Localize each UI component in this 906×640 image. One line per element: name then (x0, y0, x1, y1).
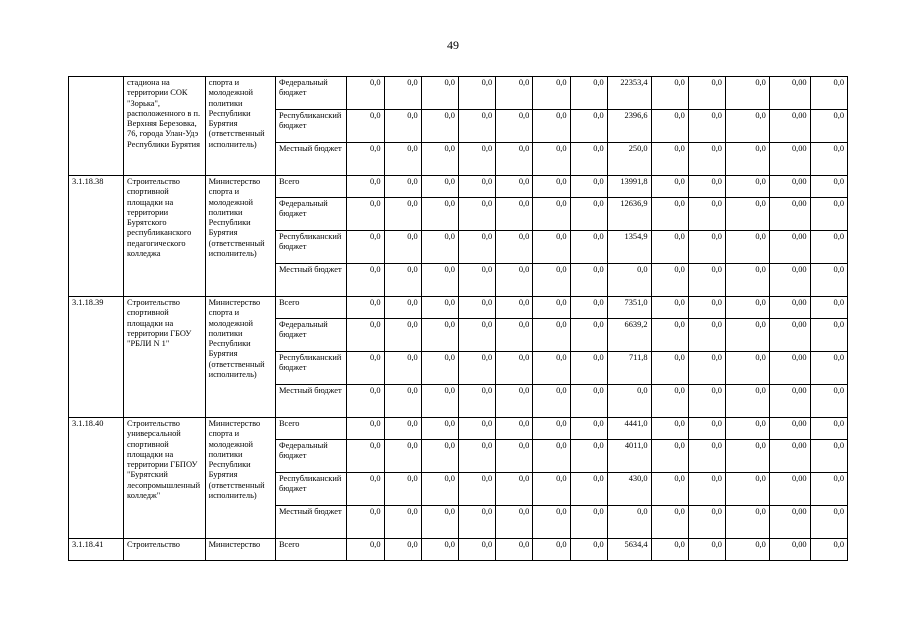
amount-cell: 0,0 (347, 77, 384, 110)
amount-cell: 0,0 (533, 198, 570, 231)
amount-cell: 0,0 (458, 440, 495, 473)
amount-cell: 0,0 (810, 440, 847, 473)
amount-cell: 0,0 (688, 198, 725, 231)
funding-source: Республиканский бюджет (275, 473, 346, 506)
amount-cell: 0,0 (725, 319, 769, 352)
amount-cell: 0,0 (384, 319, 421, 352)
amount-cell: 0,0 (496, 176, 533, 198)
amount-cell: 0,0 (570, 385, 607, 418)
amount-cell: 0,0 (496, 473, 533, 506)
amount-cell: 0,0 (421, 319, 458, 352)
amount-cell: 0,0 (688, 473, 725, 506)
amount-cell: 0,0 (347, 264, 384, 297)
amount-cell: 0,0 (533, 77, 570, 110)
amount-cell: 0,00 (769, 110, 810, 143)
amount-cell: 0,0 (421, 176, 458, 198)
amount-cell: 0,0 (725, 143, 769, 176)
amount-cell: 0,0 (688, 176, 725, 198)
amount-cell: 0,0 (384, 198, 421, 231)
funding-source: Республиканский бюджет (275, 110, 346, 143)
funding-source: Местный бюджет (275, 385, 346, 418)
amount-cell: 22353,4 (607, 77, 651, 110)
amount-cell: 0,0 (570, 418, 607, 440)
amount-cell: 0,0 (384, 418, 421, 440)
amount-cell: 0,0 (725, 176, 769, 198)
amount-cell: 0,0 (496, 319, 533, 352)
amount-cell: 0,0 (607, 264, 651, 297)
amount-cell: 1354,9 (607, 231, 651, 264)
amount-cell: 0,0 (347, 231, 384, 264)
amount-cell: 0,0 (496, 297, 533, 319)
amount-cell: 0,0 (347, 297, 384, 319)
amount-cell: 0,0 (688, 539, 725, 561)
amount-cell: 0,0 (810, 264, 847, 297)
amount-cell: 0,0 (651, 418, 688, 440)
item-code: 3.1.18.39 (69, 297, 124, 418)
amount-cell: 0,0 (570, 352, 607, 385)
amount-cell: 0,0 (725, 231, 769, 264)
amount-cell: 0,0 (651, 264, 688, 297)
amount-cell: 0,0 (458, 539, 495, 561)
amount-cell: 0,0 (458, 473, 495, 506)
amount-cell: 0,0 (458, 143, 495, 176)
funding-source: Всего (275, 297, 346, 319)
amount-cell: 0,0 (725, 264, 769, 297)
amount-cell: 0,0 (570, 143, 607, 176)
amount-cell: 0,00 (769, 297, 810, 319)
amount-cell: 0,0 (688, 418, 725, 440)
amount-cell: 0,0 (458, 231, 495, 264)
amount-cell: 0,0 (347, 198, 384, 231)
amount-cell: 0,0 (688, 264, 725, 297)
amount-cell: 0,0 (384, 539, 421, 561)
amount-cell: 0,00 (769, 418, 810, 440)
amount-cell: 0,0 (651, 198, 688, 231)
amount-cell: 0,0 (458, 176, 495, 198)
table-row (69, 297, 848, 319)
amount-cell: 0,0 (533, 176, 570, 198)
funding-source: Федеральный бюджет (275, 440, 346, 473)
amount-cell: 0,0 (421, 539, 458, 561)
amount-cell: 0,0 (421, 418, 458, 440)
amount-cell: 0,0 (570, 176, 607, 198)
amount-cell: 0,0 (688, 385, 725, 418)
table-row (69, 77, 848, 110)
amount-cell: 0,0 (533, 231, 570, 264)
amount-cell: 0,0 (533, 473, 570, 506)
funding-source: Федеральный бюджет (275, 319, 346, 352)
amount-cell: 0,0 (384, 176, 421, 198)
amount-cell: 0,00 (769, 198, 810, 231)
amount-cell: 0,0 (651, 352, 688, 385)
amount-cell: 0,0 (384, 77, 421, 110)
amount-cell: 0,0 (421, 198, 458, 231)
amount-cell: 0,0 (688, 297, 725, 319)
amount-cell: 0,0 (347, 319, 384, 352)
table-row (69, 176, 848, 198)
amount-cell: 0,0 (688, 352, 725, 385)
amount-cell: 0,0 (651, 539, 688, 561)
amount-cell: 7351,0 (607, 297, 651, 319)
amount-cell: 0,0 (458, 418, 495, 440)
amount-cell: 0,0 (458, 319, 495, 352)
amount-cell: 0,0 (688, 506, 725, 539)
amount-cell: 0,0 (496, 539, 533, 561)
amount-cell: 0,0 (533, 264, 570, 297)
item-executor: Министерство (205, 539, 275, 561)
amount-cell: 0,0 (688, 231, 725, 264)
amount-cell: 0,0 (384, 385, 421, 418)
amount-cell: 0,00 (769, 319, 810, 352)
amount-cell: 0,0 (533, 352, 570, 385)
amount-cell: 0,0 (421, 352, 458, 385)
item-name: Строительство спортивной площадки на территории Бурятского республиканского педагогического колледжа (124, 176, 206, 297)
amount-cell: 0,0 (384, 506, 421, 539)
amount-cell: 0,0 (347, 418, 384, 440)
amount-cell: 0,00 (769, 385, 810, 418)
page-number: 49 (447, 38, 459, 52)
funding-source: Федеральный бюджет (275, 198, 346, 231)
amount-cell: 0,0 (725, 110, 769, 143)
amount-cell: 0,00 (769, 143, 810, 176)
amount-cell: 0,0 (384, 473, 421, 506)
amount-cell: 0,0 (384, 143, 421, 176)
amount-cell: 0,0 (651, 319, 688, 352)
amount-cell: 0,0 (458, 198, 495, 231)
table-row (69, 418, 848, 440)
amount-cell: 0,0 (496, 440, 533, 473)
amount-cell: 711,8 (607, 352, 651, 385)
amount-cell: 0,0 (421, 506, 458, 539)
amount-cell: 0,0 (496, 418, 533, 440)
amount-cell: 0,0 (810, 473, 847, 506)
amount-cell: 0,0 (496, 110, 533, 143)
amount-cell: 0,0 (651, 176, 688, 198)
item-executor: Министерство спорта и молодежной политики Республики Бурятия (ответственный исполнитель) (205, 418, 275, 539)
amount-cell: 0,0 (533, 418, 570, 440)
amount-cell: 0,0 (570, 506, 607, 539)
amount-cell: 0,0 (384, 264, 421, 297)
budget-table (68, 76, 848, 561)
amount-cell: 0,0 (810, 77, 847, 110)
amount-cell: 0,0 (458, 385, 495, 418)
amount-cell: 0,0 (421, 473, 458, 506)
item-executor: Министерство спорта и молодежной политики Республики Бурятия (ответственный исполнитель) (205, 297, 275, 418)
item-code: 3.1.18.41 (69, 539, 124, 561)
amount-cell: 0,0 (347, 176, 384, 198)
amount-cell: 0,00 (769, 264, 810, 297)
amount-cell: 0,00 (769, 506, 810, 539)
amount-cell: 0,0 (651, 110, 688, 143)
funding-source: Республиканский бюджет (275, 231, 346, 264)
amount-cell: 0,0 (384, 297, 421, 319)
amount-cell: 4441,0 (607, 418, 651, 440)
amount-cell: 0,0 (458, 264, 495, 297)
amount-cell: 0,0 (810, 352, 847, 385)
amount-cell: 0,0 (533, 110, 570, 143)
amount-cell: 0,0 (458, 352, 495, 385)
amount-cell: 0,0 (421, 231, 458, 264)
amount-cell: 0,00 (769, 539, 810, 561)
amount-cell: 0,0 (421, 440, 458, 473)
amount-cell: 0,0 (688, 319, 725, 352)
amount-cell: 0,0 (347, 110, 384, 143)
amount-cell: 0,0 (347, 385, 384, 418)
amount-cell: 0,0 (533, 297, 570, 319)
amount-cell: 12636,9 (607, 198, 651, 231)
amount-cell: 0,0 (421, 77, 458, 110)
item-code: 3.1.18.38 (69, 176, 124, 297)
amount-cell: 0,0 (533, 440, 570, 473)
funding-source: Всего (275, 176, 346, 198)
amount-cell: 5634,4 (607, 539, 651, 561)
amount-cell: 0,0 (725, 77, 769, 110)
amount-cell: 0,0 (347, 473, 384, 506)
item-name: стадиона на территории СОК "Зорька", расположенного в п. Верхняя Березовка, 76, города Улан-Удэ Республики Бурятия (124, 77, 206, 176)
funding-source: Всего (275, 418, 346, 440)
funding-source: Местный бюджет (275, 506, 346, 539)
amount-cell: 0,0 (421, 297, 458, 319)
amount-cell: 0,0 (458, 77, 495, 110)
amount-cell: 0,0 (421, 264, 458, 297)
amount-cell: 0,0 (725, 418, 769, 440)
amount-cell: 0,0 (496, 352, 533, 385)
amount-cell: 250,0 (607, 143, 651, 176)
item-executor: Министерство спорта и молодежной политики Республики Бурятия (ответственный исполнитель) (205, 176, 275, 297)
amount-cell: 0,0 (458, 297, 495, 319)
amount-cell: 0,0 (688, 77, 725, 110)
amount-cell: 0,0 (810, 385, 847, 418)
amount-cell: 0,0 (570, 77, 607, 110)
amount-cell: 0,0 (347, 506, 384, 539)
item-executor: спорта и молодежной политики Республики Бурятия (ответственный исполнитель) (205, 77, 275, 176)
amount-cell: 0,0 (533, 539, 570, 561)
amount-cell: 0,0 (725, 198, 769, 231)
amount-cell: 4011,0 (607, 440, 651, 473)
amount-cell: 0,0 (810, 418, 847, 440)
amount-cell: 0,0 (810, 506, 847, 539)
amount-cell: 13991,8 (607, 176, 651, 198)
amount-cell: 0,0 (810, 198, 847, 231)
item-name: Строительство (124, 539, 206, 561)
amount-cell: 0,00 (769, 473, 810, 506)
amount-cell: 0,0 (688, 143, 725, 176)
amount-cell: 0,0 (725, 473, 769, 506)
amount-cell: 0,0 (347, 440, 384, 473)
amount-cell: 0,00 (769, 352, 810, 385)
amount-cell: 0,0 (651, 440, 688, 473)
amount-cell: 0,0 (570, 440, 607, 473)
amount-cell: 0,0 (651, 473, 688, 506)
amount-cell: 0,0 (651, 385, 688, 418)
amount-cell: 0,0 (651, 231, 688, 264)
funding-source: Всего (275, 539, 346, 561)
amount-cell: 0,0 (384, 440, 421, 473)
funding-source: Местный бюджет (275, 264, 346, 297)
amount-cell: 0,0 (347, 143, 384, 176)
amount-cell: 0,0 (651, 77, 688, 110)
amount-cell: 0,0 (725, 440, 769, 473)
amount-cell: 0,00 (769, 176, 810, 198)
amount-cell: 0,0 (533, 385, 570, 418)
table-row (69, 539, 848, 561)
amount-cell: 0,0 (384, 110, 421, 143)
funding-source: Республиканский бюджет (275, 352, 346, 385)
amount-cell: 0,00 (769, 440, 810, 473)
amount-cell: 0,0 (607, 385, 651, 418)
amount-cell: 0,0 (810, 176, 847, 198)
amount-cell: 0,0 (725, 297, 769, 319)
amount-cell: 0,0 (570, 110, 607, 143)
amount-cell: 0,0 (651, 143, 688, 176)
amount-cell: 0,0 (533, 143, 570, 176)
amount-cell: 0,0 (651, 297, 688, 319)
amount-cell: 0,0 (496, 231, 533, 264)
amount-cell: 0,0 (570, 198, 607, 231)
amount-cell: 0,0 (810, 231, 847, 264)
amount-cell: 0,0 (570, 264, 607, 297)
amount-cell: 0,0 (810, 319, 847, 352)
amount-cell: 0,0 (496, 77, 533, 110)
amount-cell: 0,00 (769, 77, 810, 110)
amount-cell: 0,0 (810, 110, 847, 143)
funding-source: Федеральный бюджет (275, 77, 346, 110)
amount-cell: 0,0 (533, 506, 570, 539)
item-code: 3.1.18.40 (69, 418, 124, 539)
amount-cell: 0,0 (496, 198, 533, 231)
amount-cell: 0,0 (421, 385, 458, 418)
amount-cell: 0,0 (458, 110, 495, 143)
amount-cell: 0,0 (347, 539, 384, 561)
amount-cell: 0,0 (496, 143, 533, 176)
amount-cell: 0,00 (769, 231, 810, 264)
item-name: Строительство универсальной спортивной площадки на территории ГБПОУ "Бурятский лесопромышленный колледж" (124, 418, 206, 539)
item-code (69, 77, 124, 176)
amount-cell: 0,0 (688, 110, 725, 143)
amount-cell: 0,0 (810, 297, 847, 319)
amount-cell: 0,0 (533, 319, 570, 352)
amount-cell: 0,0 (810, 539, 847, 561)
amount-cell: 0,0 (570, 319, 607, 352)
amount-cell: 0,0 (496, 506, 533, 539)
amount-cell: 0,0 (570, 473, 607, 506)
amount-cell: 0,0 (570, 297, 607, 319)
amount-cell: 2396,6 (607, 110, 651, 143)
amount-cell: 0,0 (810, 143, 847, 176)
amount-cell: 0,0 (458, 506, 495, 539)
funding-source: Местный бюджет (275, 143, 346, 176)
amount-cell: 0,0 (384, 352, 421, 385)
amount-cell: 0,0 (688, 440, 725, 473)
amount-cell: 0,0 (570, 231, 607, 264)
amount-cell: 0,0 (725, 506, 769, 539)
amount-cell: 6639,2 (607, 319, 651, 352)
amount-cell: 0,0 (607, 506, 651, 539)
amount-cell: 0,0 (725, 539, 769, 561)
amount-cell: 0,0 (421, 110, 458, 143)
item-name: Строительство спортивной площадки на территории ГБОУ "РБЛИ N 1" (124, 297, 206, 418)
amount-cell: 0,0 (725, 352, 769, 385)
amount-cell: 0,0 (725, 385, 769, 418)
amount-cell: 430,0 (607, 473, 651, 506)
amount-cell: 0,0 (384, 231, 421, 264)
amount-cell: 0,0 (496, 385, 533, 418)
amount-cell: 0,0 (651, 506, 688, 539)
amount-cell: 0,0 (347, 352, 384, 385)
amount-cell: 0,0 (421, 143, 458, 176)
amount-cell: 0,0 (570, 539, 607, 561)
amount-cell: 0,0 (496, 264, 533, 297)
